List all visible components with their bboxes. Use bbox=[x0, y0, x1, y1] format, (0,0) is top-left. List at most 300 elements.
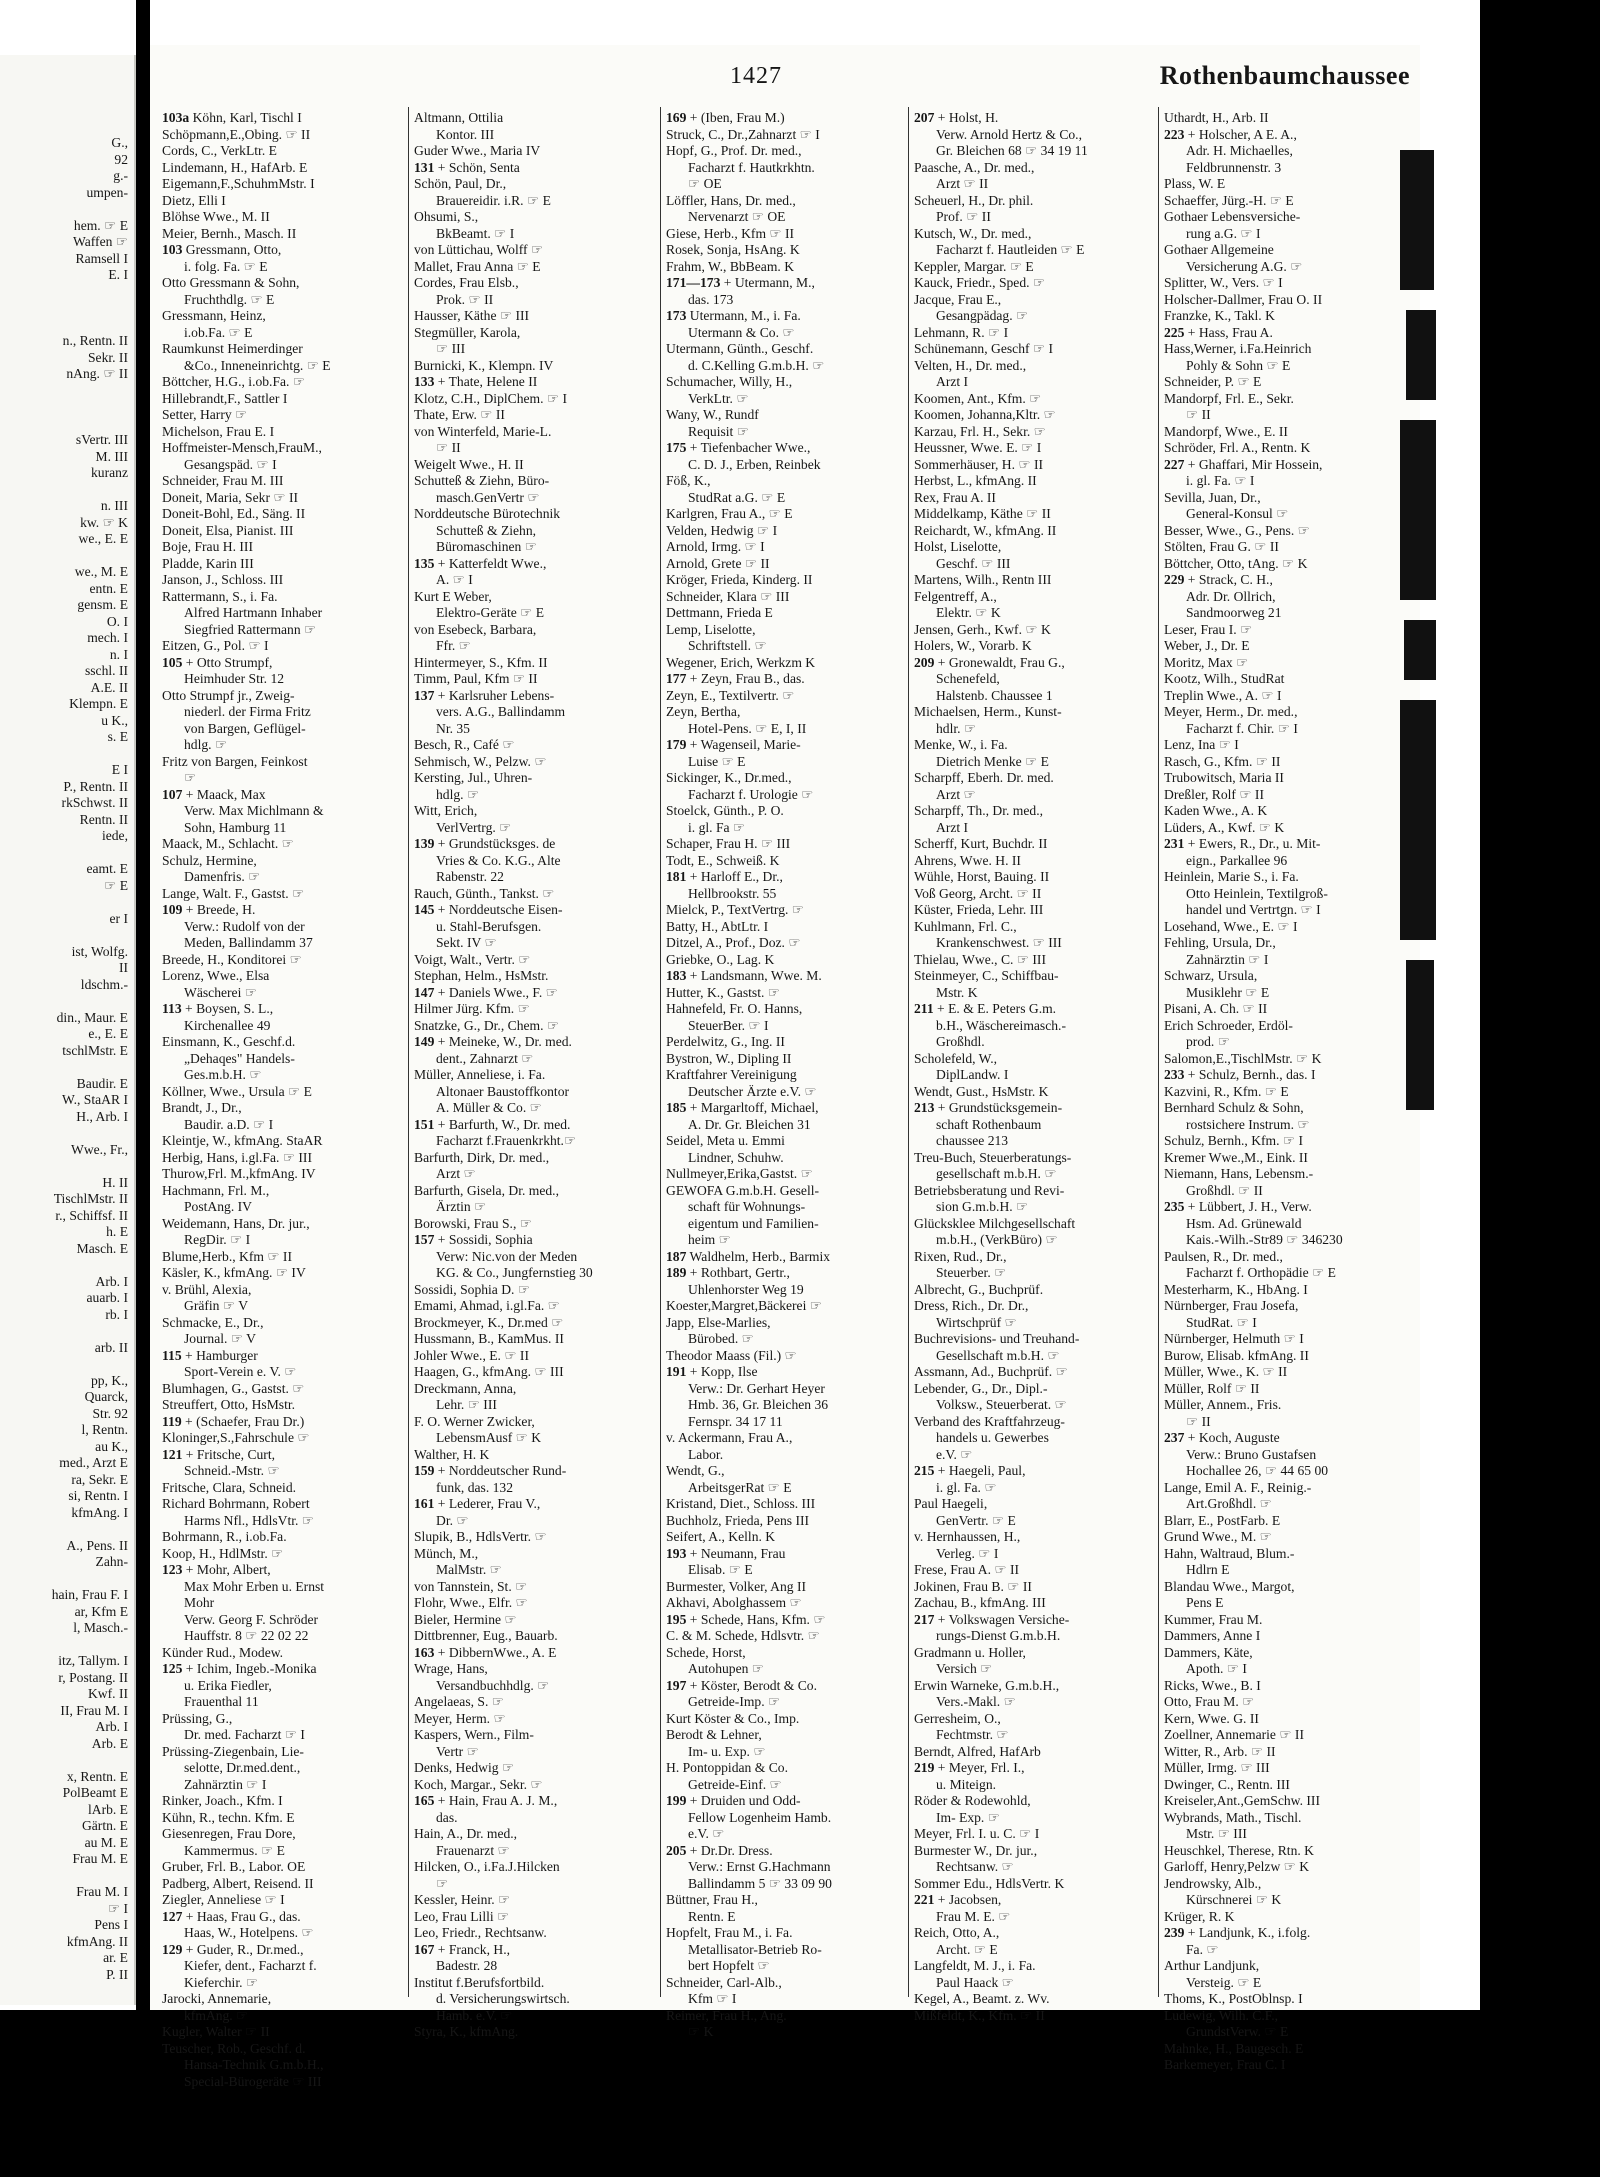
directory-entry: Rabenstr. 22 bbox=[436, 869, 504, 884]
directory-entry: Berndt, Alfred, HafArb bbox=[914, 1743, 1041, 1759]
directory-entry: Seidel, Meta u. Emmi bbox=[666, 1133, 785, 1148]
directory-entry: Hilcken, O., i.Fa.J.Hilcken bbox=[414, 1859, 560, 1874]
previous-page-fragment: au K., bbox=[95, 1438, 128, 1454]
directory-entry: Art.Großhdl. ☞ bbox=[1186, 1496, 1272, 1511]
directory-entry: Versandbuchhdlg. ☞ bbox=[436, 1677, 550, 1693]
previous-page-fragment: O. I bbox=[106, 613, 128, 629]
directory-entry: Blume,Herb., Kfm ☞ II bbox=[162, 1248, 292, 1264]
directory-entry: 127 + Haas, Frau G., das. bbox=[162, 1908, 301, 1924]
directory-entry: Kremer Wwe.,M., Eink. II bbox=[1164, 1149, 1308, 1165]
previous-page-fragment bbox=[0, 416, 134, 433]
directory-entry: Breede, H., Konditorei ☞ bbox=[162, 951, 302, 967]
directory-entry: Elektro-Geräte ☞ E bbox=[436, 605, 545, 620]
directory-entry: Weidemann, Hans, Dr. jur., bbox=[162, 1215, 310, 1231]
previous-page-fragment: II bbox=[118, 960, 128, 975]
page-number: 1427 bbox=[730, 63, 782, 89]
house-number: 189 bbox=[666, 1265, 687, 1280]
directory-entry: Schutteß & Ziehn, Büro- bbox=[414, 473, 550, 488]
previous-page-fragment bbox=[0, 1125, 134, 1142]
house-number: 177 bbox=[666, 671, 687, 686]
directory-entry: Schöpmann,E.,Obing. ☞ II bbox=[162, 126, 311, 142]
directory-entry: Heuschkel, Therese, Rtn. K bbox=[1164, 1842, 1314, 1858]
previous-page-fragment: umpen- bbox=[86, 184, 128, 200]
directory-entry: Ges.m.b.H. ☞ bbox=[184, 1067, 262, 1082]
directory-entry: Kuhlmann, Frl. C., bbox=[914, 918, 1017, 934]
previous-page-fragment bbox=[0, 482, 134, 499]
directory-entry: 173 Utermann, M., i. Fa. bbox=[666, 308, 801, 323]
previous-page-fragment: Masch. E bbox=[76, 1240, 128, 1256]
directory-entry: Sehmisch, W., Pelzw. ☞ bbox=[414, 753, 547, 769]
directory-entry: Versteig. ☞ E bbox=[1186, 1974, 1262, 1990]
directory-entry: u. Miteign. bbox=[936, 1776, 997, 1792]
house-number: 125 bbox=[162, 1661, 183, 1676]
directory-entry: Steuerber. ☞ bbox=[936, 1265, 1007, 1280]
directory-entry: 197 + Köster, Berodt & Co. bbox=[666, 1677, 817, 1693]
directory-entry: Blarr, E., PostFarb. E bbox=[1164, 1512, 1281, 1528]
directory-entry: Walther, H. K bbox=[414, 1446, 490, 1462]
directory-entry: Pens E bbox=[1186, 1595, 1224, 1610]
directory-entry: Käsler, K., kfmAng. ☞ IV bbox=[162, 1265, 306, 1280]
previous-page-fragment bbox=[0, 383, 134, 400]
directory-entry: 169 + (Iben, Frau M.) bbox=[666, 110, 785, 125]
directory-entry: Arzt ☞ bbox=[936, 786, 976, 802]
previous-page-fragment: u K., bbox=[101, 712, 128, 728]
directory-entry: Requisit ☞ bbox=[688, 423, 749, 439]
directory-entry: Prof. ☞ II bbox=[936, 209, 991, 224]
directory-entry: Barkemeyer, Frau C. I bbox=[1164, 2057, 1286, 2072]
previous-page-fragment: Rentn. II bbox=[79, 811, 128, 827]
directory-entry: General-Konsul ☞ bbox=[1186, 506, 1289, 521]
directory-entry: Voß Georg, Archt. ☞ II bbox=[914, 885, 1042, 901]
house-number: 185 bbox=[666, 1100, 687, 1115]
directory-entry: Treplin Wwe., A. ☞ I bbox=[1164, 687, 1282, 703]
directory-entry: Emami, Ahmad, i.gl.Fa. ☞ bbox=[414, 1298, 560, 1313]
directory-entry: Ricks, Wwe., B. I bbox=[1164, 1677, 1261, 1693]
directory-entry: Sossidi, Sophia D. ☞ bbox=[414, 1281, 531, 1297]
directory-entry: Japp, Else-Marlies, bbox=[666, 1314, 771, 1330]
directory-entry: v. Ackermann, Frau A., bbox=[666, 1430, 793, 1445]
house-number: 135 bbox=[414, 555, 435, 571]
directory-entry: Kugler, Walter ☞ II bbox=[162, 2024, 270, 2039]
directory-entry: Herbig, Hans, i.gl.Fa. ☞ III bbox=[162, 1149, 312, 1165]
directory-entry: Cords, C., VerkLtr. E bbox=[162, 143, 277, 158]
previous-page-fragment: Gärtn. E bbox=[81, 1818, 128, 1833]
directory-entry: Schröder, Frl. A., Rentn. K bbox=[1164, 440, 1311, 455]
directory-entry: Kieferchir. ☞ bbox=[184, 1974, 259, 1990]
directory-entry: Badestr. 28 bbox=[436, 1958, 498, 1973]
directory-entry: Kootz, Wilh., StudRat bbox=[1164, 671, 1285, 686]
house-number: 159 bbox=[414, 1463, 435, 1478]
previous-page-fragment bbox=[0, 1752, 134, 1769]
directory-entry: Arnold, Grete ☞ II bbox=[666, 555, 770, 571]
directory-entry: Trubowitsch, Maria II bbox=[1164, 770, 1284, 785]
directory-entry: LebensmAusf ☞ K bbox=[436, 1430, 542, 1445]
directory-entry: Berodt & Lehner, bbox=[666, 1727, 762, 1742]
previous-page-fragment bbox=[0, 1158, 134, 1175]
directory-entry: Verw.: Bruno Gustafsen bbox=[1186, 1446, 1317, 1462]
directory-entry: Prok. ☞ II bbox=[436, 291, 494, 307]
directory-entry: 235 + Lübbert, J. H., Verw. bbox=[1164, 1199, 1312, 1214]
directory-entry: ☞ III bbox=[436, 341, 466, 356]
directory-entry: Rex, Frau A. II bbox=[914, 489, 996, 505]
directory-entry: Gesangpädag. ☞ bbox=[936, 308, 1029, 323]
directory-entry: Dammers, Anne I bbox=[1164, 1628, 1261, 1643]
directory-entry: Thielau, Wwe., C. ☞ III bbox=[914, 951, 1046, 967]
directory-entry: Uthardt, H., Arb. II bbox=[1164, 110, 1269, 125]
directory-entry: Streuffert, Otto, HsMstr. bbox=[162, 1397, 296, 1412]
house-number: 173 bbox=[666, 308, 687, 323]
directory-entry: H. Pontoppidan & Co. bbox=[666, 1760, 788, 1775]
directory-entry: Koop, H., HdlMstr. ☞ bbox=[162, 1545, 284, 1561]
directory-entry: Blandau Wwe., Margot, bbox=[1164, 1578, 1295, 1594]
directory-entry: Mstr. K bbox=[936, 984, 978, 1000]
directory-entry: Gesellschaft m.b.H. ☞ bbox=[936, 1347, 1060, 1363]
previous-page-fragment: nAng. ☞ II bbox=[66, 366, 128, 381]
directory-entry: Zahnärztin ☞ I bbox=[184, 1776, 267, 1792]
directory-entry: Ludewig, Wilh. C.F., bbox=[1164, 2007, 1279, 2023]
directory-entry: Brandt, J., Dr., bbox=[162, 1100, 242, 1115]
directory-entry: Röder & Rodewohld, bbox=[914, 1793, 1031, 1808]
previous-page-fragment: ldschm.- bbox=[80, 976, 128, 992]
previous-page-fragment: auarb. I bbox=[86, 1290, 128, 1305]
previous-page-fragment: n. III bbox=[100, 498, 128, 513]
directory-entry: Verw.: Dr. Gerhart Heyer bbox=[688, 1380, 825, 1396]
house-number: 139 bbox=[414, 836, 435, 851]
directory-entry: Scheuerl, H., Dr. phil. bbox=[914, 192, 1034, 208]
previous-page-fragment: II, Frau M. I bbox=[60, 1702, 128, 1718]
house-number: 221 bbox=[914, 1892, 935, 1907]
directory-entry: Bystron, W., Dipling II bbox=[666, 1050, 792, 1066]
previous-page-fragment: kw. ☞ K bbox=[80, 514, 128, 530]
directory-entry: Johler Wwe., E. ☞ II bbox=[414, 1347, 529, 1363]
directory-entry: Ohsumi, S., bbox=[414, 209, 479, 224]
directory-entry: Dietrich Menke ☞ E bbox=[936, 753, 1049, 769]
directory-entry: Raumkunst Heimerdinger bbox=[162, 341, 303, 356]
house-number: 219 bbox=[914, 1760, 935, 1775]
directory-entry: SteuerBer. ☞ I bbox=[688, 1017, 769, 1033]
previous-page-fragment: e., E. E bbox=[88, 1026, 128, 1041]
directory-entry: 215 + Haegeli, Paul, bbox=[914, 1463, 1026, 1478]
directory-entry: Zachau, B., kfmAng. III bbox=[914, 1595, 1046, 1610]
directory-entry: Batty, H., AbtLtr. I bbox=[666, 918, 769, 934]
directory-entry: Gradmann u. Holler, bbox=[914, 1644, 1026, 1660]
previous-page-fragment bbox=[0, 927, 134, 944]
directory-entry: Hussmann, B., KamMus. II bbox=[414, 1331, 564, 1346]
directory-entry: Snatzke, G., Dr., Chem. ☞ bbox=[414, 1017, 560, 1033]
directory-entry: Schneider, Carl-Alb., bbox=[666, 1974, 782, 1990]
directory-entry: PostAng. IV bbox=[184, 1199, 252, 1214]
directory-entry: Koch, Margar., Sekr. ☞ bbox=[414, 1776, 543, 1792]
house-number: 113 bbox=[162, 1001, 182, 1016]
directory-entry: 219 + Meyer, Frl. I., bbox=[914, 1760, 1025, 1775]
directory-column-1 bbox=[162, 110, 402, 2089]
directory-entry: Martens, Wilh., Rentn III bbox=[914, 572, 1052, 587]
directory-entry: Kurt E Weber, bbox=[414, 588, 492, 604]
directory-entry: Adr. H. Michaelles, bbox=[1186, 143, 1293, 158]
directory-entry: Autohupen ☞ bbox=[688, 1661, 764, 1676]
previous-page-fragment: g.- bbox=[113, 168, 128, 183]
directory-entry: Hauffstr. 8 ☞ 22 02 22 bbox=[184, 1628, 309, 1643]
directory-entry: Schmacke, E., Dr., bbox=[162, 1314, 264, 1330]
house-number: 179 bbox=[666, 737, 687, 752]
house-number: 165 bbox=[414, 1793, 435, 1808]
directory-entry: Frauenthal 11 bbox=[184, 1694, 259, 1709]
directory-entry: 231 + Ewers, R., Dr., u. Mit- bbox=[1164, 836, 1321, 851]
directory-entry: 223 + Holscher, A E. A., bbox=[1164, 126, 1297, 142]
directory-entry: Todt, E., Schweiß. K bbox=[666, 852, 780, 868]
directory-entry: Kaspers, Wern., Film- bbox=[414, 1727, 534, 1742]
previous-page-fragment: Frau M. I bbox=[76, 1884, 128, 1899]
directory-entry: Utermann & Co. ☞ bbox=[688, 324, 795, 340]
directory-entry: Witt, Erich, bbox=[414, 803, 478, 818]
directory-column-3 bbox=[666, 110, 902, 2039]
directory-entry: u. Erika Fiedler, bbox=[184, 1677, 272, 1693]
directory-entry: Mahnke, H., Baugesch. E bbox=[1164, 2040, 1304, 2056]
directory-entry: Stoelck, Günth., P. O. bbox=[666, 803, 784, 818]
previous-page-fragment: A.E. II bbox=[90, 679, 128, 695]
directory-entry: Versich ☞ bbox=[936, 1661, 993, 1676]
directory-entry: Blöhse Wwe., M. II bbox=[162, 209, 270, 224]
previous-page-fragment: kuranz bbox=[91, 465, 128, 480]
directory-entry: 157 + Sossidi, Sophia bbox=[414, 1232, 533, 1247]
house-number: 167 bbox=[414, 1941, 435, 1957]
directory-entry: StudRat. ☞ I bbox=[1186, 1314, 1257, 1330]
directory-entry: Bernhard Schulz & Sohn, bbox=[1164, 1100, 1304, 1115]
directory-entry: schaft Rothenbaum bbox=[936, 1116, 1042, 1132]
directory-entry: Böttcher, H.G., i.ob.Fa. ☞ bbox=[162, 374, 306, 389]
directory-entry: m.b.H., (VerkBüro) ☞ bbox=[936, 1232, 1058, 1247]
directory-entry: Paulsen, R., Dr. med., bbox=[1164, 1248, 1283, 1264]
directory-entry: Michelson, Frau E. I bbox=[162, 423, 275, 439]
directory-entry: Meden, Ballindamm 37 bbox=[184, 935, 313, 950]
directory-entry: Wendt, Gust., HsMstr. K bbox=[914, 1083, 1049, 1099]
directory-entry: Meier, Bernh., Masch. II bbox=[162, 225, 297, 241]
directory-entry: Altmann, Ottilia bbox=[414, 110, 504, 125]
directory-entry: vers. A.G., Ballindamm bbox=[436, 704, 566, 719]
directory-entry: Setter, Harry ☞ bbox=[162, 407, 248, 422]
directory-entry: Getreide-Imp. ☞ bbox=[688, 1694, 781, 1709]
house-number: 119 bbox=[162, 1413, 182, 1429]
directory-entry: Sevilla, Juan, Dr., bbox=[1164, 489, 1261, 505]
directory-entry: Großhdl. bbox=[936, 1034, 985, 1049]
directory-entry: Wany, W., Rundf bbox=[666, 407, 759, 422]
previous-page-fragment: H. II bbox=[102, 1174, 128, 1190]
directory-entry: Fernspr. 34 17 11 bbox=[688, 1413, 783, 1429]
previous-page-fragment: Frau M. E bbox=[72, 1851, 128, 1866]
directory-entry: Doneit-Bohl, Ed., Säng. II bbox=[162, 506, 306, 521]
previous-page-fragment: M. III bbox=[95, 448, 128, 464]
directory-entry: Barfurth, Dirk, Dr. med., bbox=[414, 1149, 550, 1165]
directory-entry: Holers, W., Vorarb. K bbox=[914, 638, 1032, 653]
previous-page-fragment: kfmAng. I bbox=[71, 1504, 128, 1520]
directory-entry: Dwinger, C., Rentn. III bbox=[1164, 1776, 1290, 1792]
directory-entry: Jacque, Frau E., bbox=[914, 291, 1002, 307]
directory-entry: 113 + Boysen, S. L., bbox=[162, 1001, 274, 1016]
directory-entry: Keppler, Margar. ☞ E bbox=[914, 258, 1034, 274]
directory-entry: Kazvini, R., Kfm. ☞ E bbox=[1164, 1083, 1289, 1099]
directory-page bbox=[150, 45, 1420, 2089]
directory-entry: 237 + Koch, Auguste bbox=[1164, 1430, 1280, 1445]
directory-entry: Losehand, Wwe., E. ☞ I bbox=[1164, 918, 1298, 934]
directory-entry: rungs-Dienst G.m.b.H. bbox=[936, 1628, 1061, 1643]
directory-entry: 103a Köhn, Karl, Tischl I bbox=[162, 110, 302, 125]
house-number: 227 bbox=[1164, 456, 1185, 472]
previous-page-fragment: P., Rentn. II bbox=[63, 778, 128, 794]
directory-entry: Hsm. Ad. Grünewald bbox=[1186, 1215, 1302, 1231]
directory-entry: Niemann, Hans, Lebensm.- bbox=[1164, 1166, 1314, 1181]
directory-entry: Lüders, A., Kwf. ☞ K bbox=[1164, 819, 1285, 835]
directory-entry: Sohn, Hamburg 11 bbox=[184, 819, 287, 835]
directory-entry: Prüssing-Ziegenbain, Lie- bbox=[162, 1743, 304, 1759]
directory-entry: Klotz, C.H., DiplChem. ☞ I bbox=[414, 390, 568, 406]
directory-entry: Fritz von Bargen, Feinkost bbox=[162, 753, 308, 769]
previous-page-fragment: n. I bbox=[109, 646, 128, 662]
previous-page-fragment: n., Rentn. II bbox=[62, 333, 128, 348]
directory-entry: b.H., Wäschereimasch.- bbox=[936, 1017, 1066, 1033]
directory-entry: Giesenregen, Frau Dore, bbox=[162, 1826, 296, 1841]
directory-entry: Haagen, G., kfmAng. ☞ III bbox=[414, 1364, 564, 1379]
directory-entry: Frauenarzt ☞ bbox=[436, 1842, 510, 1858]
directory-entry: 167 + Franck, H., bbox=[414, 1941, 511, 1957]
directory-entry: Journal. ☞ V bbox=[184, 1331, 256, 1346]
directory-entry: Zeyn, Bertha, bbox=[666, 704, 741, 719]
previous-page-fragment bbox=[0, 300, 134, 317]
directory-entry: i. folg. Fa. ☞ E bbox=[184, 258, 268, 274]
directory-entry: Rosek, Sonja, HsAng. K bbox=[666, 242, 800, 257]
directory-entry: Büromaschinen ☞ bbox=[436, 539, 537, 554]
directory-entry: Bohrmann, R., i.ob.Fa. bbox=[162, 1529, 287, 1544]
house-number: 199 bbox=[666, 1793, 687, 1808]
directory-entry: Adr. Dr. Ollrich, bbox=[1186, 588, 1276, 604]
previous-page-fragment: Arb. I bbox=[95, 1719, 128, 1734]
directory-entry: Kloninger,S.,Fahrschule ☞ bbox=[162, 1430, 310, 1445]
previous-page-fragment: sschl. II bbox=[84, 663, 128, 678]
directory-entry: Labor. bbox=[688, 1446, 724, 1462]
directory-entry: 209 + Gronewaldt, Frau G., bbox=[914, 654, 1065, 670]
directory-entry: Deutscher Ärzte e.V. ☞ bbox=[688, 1083, 817, 1099]
directory-entry: 147 + Daniels Wwe., F. ☞ bbox=[414, 984, 558, 1000]
directory-entry: Theodor Maass (Fil.) ☞ bbox=[666, 1347, 797, 1363]
directory-entry: v. Hernhaussen, H., bbox=[914, 1529, 1021, 1544]
directory-entry: Damenfris. ☞ bbox=[184, 869, 261, 884]
directory-entry: Mesterharm, K., HbAng. I bbox=[1164, 1281, 1308, 1297]
directory-entry: 217 + Volkswagen Versiche- bbox=[914, 1611, 1070, 1627]
previous-page-fragment: PolBeamt E bbox=[62, 1785, 128, 1800]
directory-entry: Angelaeas, S. ☞ bbox=[414, 1694, 504, 1709]
directory-entry: Sommer Edu., HdlsVertr. K bbox=[914, 1875, 1065, 1891]
previous-page-fragment: ar. E bbox=[103, 1950, 128, 1965]
directory-entry: e.V. ☞ bbox=[688, 1826, 725, 1841]
house-number: 169 bbox=[666, 110, 687, 125]
directory-entry: Rechtsanw. ☞ bbox=[936, 1859, 1014, 1874]
directory-entry: Schriftstell. ☞ bbox=[688, 638, 767, 653]
house-number: 181 bbox=[666, 869, 687, 884]
directory-entry: Arthur Landjunk, bbox=[1164, 1958, 1260, 1973]
directory-entry: VerlVertrg. ☞ bbox=[436, 819, 512, 835]
directory-entry: Metallisator-Betrieb Ro- bbox=[688, 1941, 822, 1957]
previous-page-fragment: we., M. E bbox=[74, 564, 128, 579]
directory-entry: 193 + Neumann, Frau bbox=[666, 1545, 786, 1561]
directory-entry: 233 + Schulz, Bernh., das. I bbox=[1164, 1067, 1316, 1082]
scan-background-gutter bbox=[136, 0, 150, 2010]
directory-entry: Gothaer Allgemeine bbox=[1164, 242, 1274, 257]
directory-entry: Schneider, Klara ☞ III bbox=[666, 588, 790, 604]
directory-entry: Ziegler, Anneliese ☞ I bbox=[162, 1892, 285, 1907]
directory-entry: Nürnberger, Frau Josefa, bbox=[1164, 1298, 1299, 1313]
directory-entry: Fruchthdlg. ☞ E bbox=[184, 291, 275, 307]
directory-entry: Hintermeyer, S., Kfm. II bbox=[414, 654, 548, 670]
directory-entry: Kfm ☞ I bbox=[688, 1991, 737, 2006]
directory-entry: KG. & Co., Jungfernstieg 30 bbox=[436, 1265, 593, 1280]
directory-entry: Thoms, K., PostOblnsp. I bbox=[1164, 1991, 1303, 2006]
directory-entry: Dreckmann, Anna, bbox=[414, 1380, 517, 1396]
directory-entry: Reichardt, W., kfmAng. II bbox=[914, 522, 1057, 538]
directory-entry: Büttner, Frau H., bbox=[666, 1892, 758, 1907]
directory-entry: Kirchenallee 49 bbox=[184, 1017, 271, 1033]
directory-entry: 229 + Strack, C. H., bbox=[1164, 572, 1273, 587]
directory-entry: Siegfried Rattermann ☞ bbox=[184, 621, 317, 637]
directory-entry: Verw. Max Michlmann & bbox=[184, 803, 324, 818]
previous-page-fragment bbox=[0, 1257, 134, 1274]
house-number: 239 bbox=[1164, 1925, 1185, 1940]
directory-entry: Stephan, Helm., HsMstr. bbox=[414, 968, 549, 983]
previous-page-fragment: ☞ I bbox=[107, 1900, 128, 1916]
directory-entry: Burmester, Volker, Ang II bbox=[666, 1578, 806, 1594]
directory-entry: Hahn, Waltraud, Blum.- bbox=[1164, 1545, 1295, 1561]
directory-entry: Schwarz, Ursula, bbox=[1164, 968, 1258, 983]
house-number: 175 bbox=[666, 440, 687, 455]
directory-entry: Wrage, Hans, bbox=[414, 1661, 488, 1676]
directory-entry: Hmb. 36, Gr. Bleichen 36 bbox=[688, 1397, 829, 1412]
previous-page-fragment: l, Rentn. bbox=[81, 1422, 128, 1437]
directory-entry: Archt. ☞ E bbox=[936, 1941, 998, 1957]
directory-entry: 115 + Hamburger bbox=[162, 1347, 258, 1363]
directory-entry: RegDir. ☞ I bbox=[184, 1232, 251, 1247]
directory-entry: Menke, W., i. Fa. bbox=[914, 737, 1008, 752]
directory-entry: 137 + Karlsruher Lebens- bbox=[414, 687, 555, 703]
directory-entry: Gressmann, Heinz, bbox=[162, 308, 266, 323]
previous-page-fragment: rb. I bbox=[105, 1306, 128, 1322]
directory-entry: von Esebeck, Barbara, bbox=[414, 621, 537, 637]
directory-entry: Facharzt f. Orthopädie ☞ E bbox=[1186, 1265, 1336, 1280]
directory-entry: Hellbrookstr. 55 bbox=[688, 885, 777, 901]
directory-entry: Richard Bohrmann, Robert bbox=[162, 1496, 310, 1511]
directory-entry: C. D. J., Erben, Reinbek bbox=[688, 456, 821, 472]
previous-page-fragment: er I bbox=[109, 910, 128, 926]
directory-entry: F. O. Werner Zwicker, bbox=[414, 1413, 535, 1429]
directory-entry: sion G.m.b.H. ☞ bbox=[936, 1199, 1029, 1214]
house-number: 211 bbox=[914, 1001, 934, 1016]
directory-entry: Lebender, G., Dr., Dipl.- bbox=[914, 1380, 1048, 1396]
directory-entry: Alfred Hartmann Inhaber bbox=[184, 605, 323, 620]
directory-entry: 105 + Otto Strumpf, bbox=[162, 654, 273, 670]
house-number: 103 bbox=[162, 242, 183, 257]
directory-entry: Mielck, P., TextVertrg. ☞ bbox=[666, 902, 804, 917]
previous-page-fragment: lArb. E bbox=[87, 1801, 128, 1817]
previous-page-fragment: ra, Sekr. E bbox=[71, 1471, 128, 1487]
directory-entry: Bieler, Hermine ☞ bbox=[414, 1611, 517, 1627]
directory-entry: chaussee 213 bbox=[936, 1133, 1009, 1148]
directory-entry: 109 + Breede, H. bbox=[162, 902, 256, 917]
house-number: 157 bbox=[414, 1232, 435, 1247]
directory-entry: Fellow Logenheim Hamb. bbox=[688, 1809, 832, 1825]
directory-entry: Weigelt Wwe., H. II bbox=[414, 456, 524, 472]
directory-entry: ☞ bbox=[436, 1875, 449, 1891]
directory-entry: Koester,Margret,Bäckerei ☞ bbox=[666, 1298, 822, 1313]
house-number: 187 bbox=[666, 1248, 687, 1264]
previous-page-fragment: Kwf. II bbox=[87, 1686, 128, 1701]
house-number: 109 bbox=[162, 902, 183, 917]
